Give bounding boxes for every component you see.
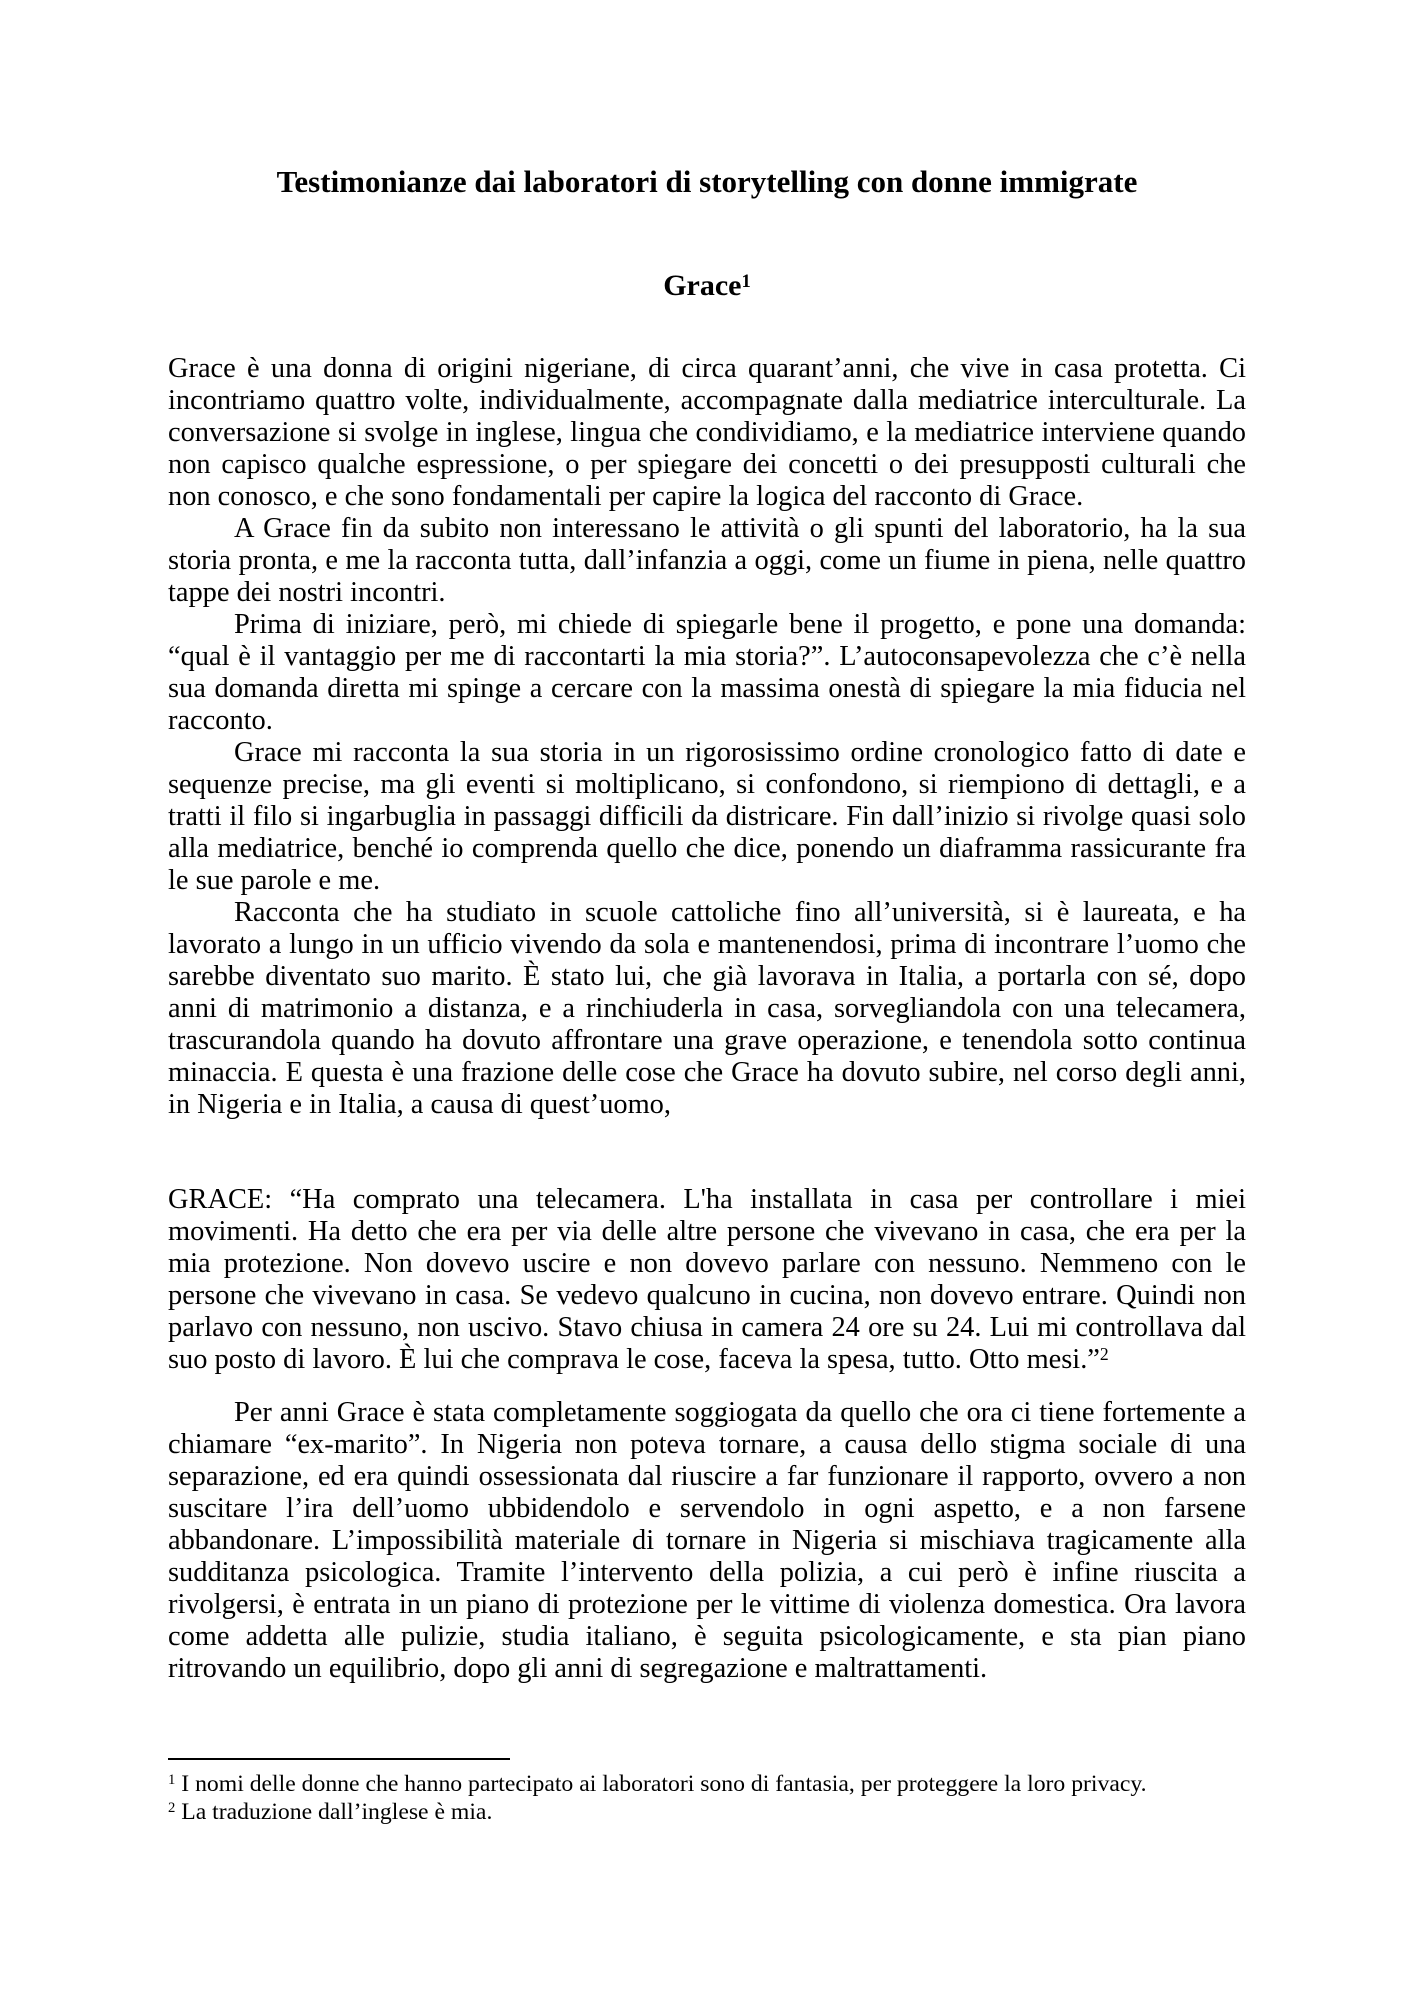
footnote-1-text: I nomi delle donne che hanno partecipato ai laboratori sono di fantasia, per proteggere la loro privacy. <box>181 1771 1147 1797</box>
footnote-ref-1: 1 <box>741 270 751 292</box>
footnote-2 <box>168 1798 1246 1826</box>
paragraph-intro: Grace è una donna di origini nigeriane, di circa quarant’anni, che vive in casa protetta. Ci incontriamo quattro volte, individualmente, accompagnate dalla mediatrice interculturale. La conversazione si svolge in inglese, lingua che condividiamo, e la mediatrice interviene quando non capisco qualche espressione, o per spiegare dei concetti o dei presupposti culturali che non conosco, e che sono fondamentali per capire la logica del racconto di Grace. <box>168 353 1246 512</box>
document-body <box>168 353 1246 1685</box>
subtitle-text: Grace <box>663 269 742 302</box>
paragraph-closing: Per anni Grace è stata completamente soggiogata da quello che ora ci tiene fortemente a chiamare “ex-marito”. In Nigeria non poteva tornare, a causa dello stigma sociale di una separazione, ed era quindi ossessionata dal riuscire a far funzionare il rapporto, ovvero a non suscitare l’ira dell’uomo ubbidendolo e servendolo in ogni aspetto, e a non farsene abbandonare. L’impossibilità materiale di tornare in Nigeria si mischiava tragicamente alla sudditanza psicologica. Tramite l’intervento della polizia, a cui però è infine riuscita a rivolgersi, è entrata in un piano di protezione per le vittime di violenza domestica. Ora lavora come addetta alle pulizie, studia italiano, è seguita psicologicamente, e sta pian piano ritrovando un equilibrio, dopo gli anni di segregazione e maltrattamenti. <box>168 1397 1246 1684</box>
footnote-1-marker: 1 <box>168 1772 176 1789</box>
document-content <box>168 0 1246 1685</box>
grace-quote <box>168 1184 1246 1376</box>
paragraph-workshop: A Grace fin da subito non interessano le attività o gli spunti del laboratorio, ha la sua storia pronta, e me la racconta tutta, dall’infanzia a oggi, come un fiume in piena, nelle quattro tappe dei nostri incontri. <box>168 513 1246 608</box>
footnote-ref-2: 2 <box>1099 1344 1109 1365</box>
page-title: Testimonianze dai laboratori di storytelling con donne immigrate <box>276 164 1138 199</box>
grace-quote-text: GRACE: “Ha comprato una telecamera. L'ha installata in casa per controllare i miei movimenti. Ha detto che era per via delle altre persone che vivevano in casa, che era per la mia protezione. Non dovevo uscire e non dovevo parlare con nessuno. Nemmeno con le persone che vivevano in casa. Se vedevo qualcuno in cucina, non dovevo entrare. Quindi non parlavo con nessuno, non uscivo. Stavo chiusa in camera 24 ore su 24. Lui mi controllava dal suo posto di lavoro. È lui che comprava le cose, faceva la spesa, tutto. Otto mesi.” <box>168 1184 1246 1375</box>
footnote-1 <box>168 1770 1246 1798</box>
page-subtitle <box>168 268 1246 304</box>
footnotes-section <box>168 1758 1246 1826</box>
paragraph-chronology: Grace mi racconta la sua storia in un rigorosissimo ordine cronologico fatto di date e sequenze precise, ma gli eventi si moltiplicano, si confondono, si riempiono di dettagli, e a tratti il filo si ingarbuglia in passaggi difficili da districare. Fin dall’inizio si rivolge quasi solo alla mediatrice, benché io comprenda quello che dice, ponendo un diaframma rassicurante fra le sue parole e me. <box>168 737 1246 896</box>
footnote-separator <box>168 1758 510 1760</box>
footnote-2-marker: 2 <box>168 1800 176 1817</box>
paragraph-biography: Racconta che ha studiato in scuole cattoliche fino all’università, si è laureata, e ha lavorato a lungo in un ufficio vivendo da sola e mantenendosi, prima di incontrare l’uomo che sarebbe diventato suo marito. È stato lui, che già lavorava in Italia, a portarla con sé, dopo anni di matrimonio a distanza, e a rinchiuderla in casa, sorvegliandola con una telecamera, trascurandola quando ha dovuto affrontare una grave operazione, e tenendola sotto continua minaccia. E questa è una frazione delle cose che Grace ha dovuto subire, nel corso degli anni, in Nigeria e in Italia, a causa di quest’uomo, <box>168 897 1246 1120</box>
footnote-2-text: La traduzione dall’inglese è mia. <box>181 1799 493 1825</box>
paragraph-question: Prima di iniziare, però, mi chiede di spiegarle bene il progetto, e pone una domanda: “qual è il vantaggio per me di raccontarti la mia storia?”. L’autoconsapevolezza che c’è nella sua domanda diretta mi spinge a cercare con la massima onestà di spiegare la mia fiducia nel racconto. <box>168 609 1246 736</box>
